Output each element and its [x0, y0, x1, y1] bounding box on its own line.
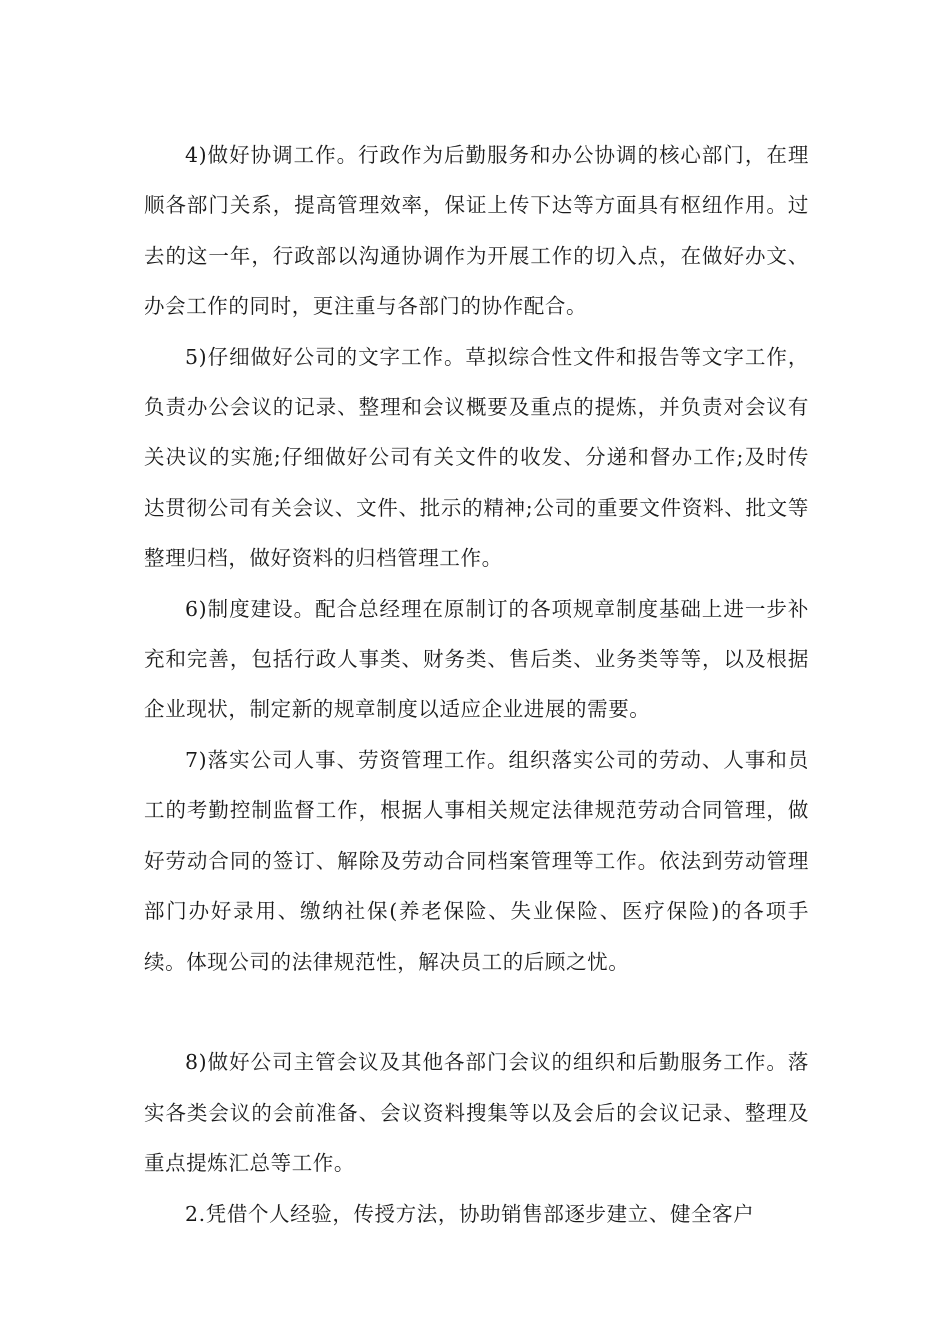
- paragraph-gap: [144, 987, 809, 1037]
- paragraph-7-personnel-management: 7)落实公司人事、劳资管理工作。组织落实公司的劳动、人事和员工的考勤控制监督工作，根据人事相关规定法律规范劳动合同管理，做好劳动合同的签订、解除及劳动合同档案管理等工作。依法到劳动管理部门办好录用、缴纳社保(养老保险、失业保险、医疗保险)的各项手续。体现公司的法律规范性，解决员工的后顾之忧。: [144, 747, 809, 974]
- paragraph-5-writing-work: 5)仔细做好公司的文字工作。草拟综合性文件和报告等文字工作，负责办公会议的记录、整理和会议概要及重点的提炼，并负责对会议有关决议的实施;仔细做好公司有关文件的收发、分递和督办工作;及时传达贯彻公司有关会议、文件、批示的精神;公司的重要文件资料、批文等整理归档，做好资料的归档管理工作。: [144, 344, 809, 571]
- paragraph-4-coordination: 4)做好协调工作。行政作为后勤服务和办公协调的核心部门，在理顺各部门关系，提高管理效率，保证上传下达等方面具有枢纽作用。过去的这一年，行政部以沟通协调作为开展工作的切入点，在做好办文、办会工作的同时，更注重与各部门的协作配合。: [144, 143, 809, 319]
- document-body: [144, 130, 809, 1239]
- paragraph-8-meeting-service: 8)做好公司主管会议及其他各部门会议的组织和后勤服务工作。落实各类会议的会前准备、会议资料搜集等以及会后的会议记录、整理及重点提炼汇总等工作。: [144, 1050, 809, 1176]
- paragraph-6-system-building: 6)制度建设。配合总经理在原制订的各项规章制度基础上进一步补充和完善，包括行政人事类、财务类、售后类、业务类等等，以及根据企业现状，制定新的规章制度以适应企业进展的需要。: [144, 596, 809, 722]
- paragraph-2-sales-support: 2.凭借个人经验，传授方法，协助销售部逐步建立、健全客户: [185, 1201, 755, 1226]
